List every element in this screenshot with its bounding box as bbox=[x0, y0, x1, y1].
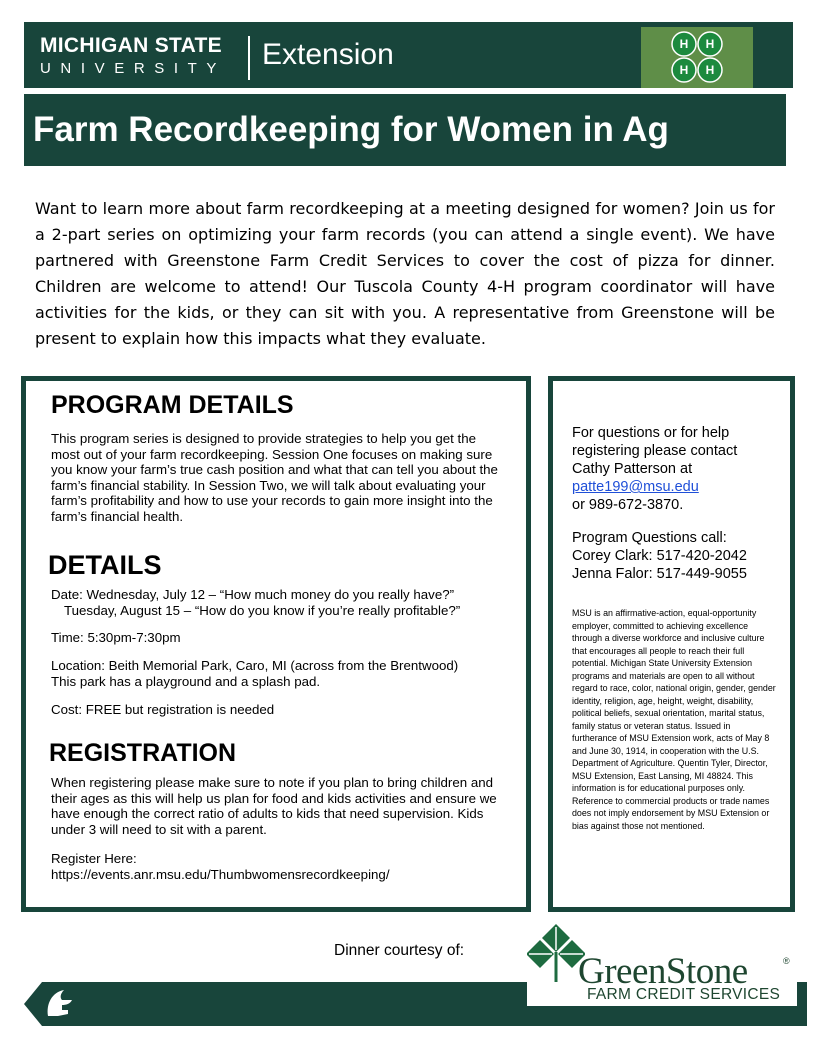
greenstone-leaf-icon bbox=[527, 922, 585, 984]
greenstone-subtitle: FARM CREDIT SERVICES bbox=[587, 986, 781, 1003]
details-date-line2: Tuesday, August 15 – “How do you know if you’re really profitable?” bbox=[64, 603, 461, 618]
register-url-link[interactable]: https://events.anr.msu.edu/Thumbwomensrecordkeeping/ bbox=[51, 867, 390, 882]
program-details-body: This program series is designed to provide strategies to help you get the most out of your farm recordkeeping. Session One focuses on making sure you know your farm’s true cash position and what that can tell you about the farm’s financial stability. In Session Two, we will talk about evaluating your farm’s profitability and how to use your records to gain more insight into the farm’s financial health. bbox=[51, 431, 498, 524]
details-cost: Cost: FREE but registration is needed bbox=[51, 702, 275, 717]
msu-disclaimer: MSU is an affirmative-action, equal-opportunity employer, committed to achieving excellence through a diverse workforce and inclusive culture that encourages all people to reach their full potential. Michigan State University Extension programs and materials are open to all without regard to race, color, national origin, gender, gender identity, religion, age, height, weight, disability, political beliefs, sexual orientation, marital status, family status or veteran status. Issued in furtherance of MSU Extension work, acts of May 8 and June 30, 1914, in cooperation with the U.S. Department of Agriculture. Quentin Tyler, Director, MSU Extension, East Lansing, MI 48824. This information is for educational purposes only. Reference to commercial products or trade names does not imply endorsement by MSU Extension or bias against those not mentioned. bbox=[572, 608, 776, 831]
details-location-note: This park has a playground and a splash pad. bbox=[51, 674, 321, 689]
svg-text:H: H bbox=[705, 63, 715, 77]
svg-text:H: H bbox=[705, 37, 715, 51]
contact-block bbox=[572, 424, 777, 514]
dinner-courtesy-label: Dinner courtesy of: bbox=[334, 942, 465, 959]
contact-email-link[interactable]: patte199@msu.edu bbox=[572, 479, 699, 495]
details-date-line1: Date: Wednesday, July 12 – “How much money do you really have?” bbox=[51, 587, 455, 602]
program-details-heading: PROGRAM DETAILS bbox=[51, 391, 294, 419]
contact-phone: or 989-672-3870. bbox=[572, 497, 684, 513]
registration-heading: REGISTRATION bbox=[49, 739, 237, 767]
extension-label: Extension bbox=[262, 38, 394, 71]
page-title: Farm Recordkeeping for Women in Ag bbox=[33, 110, 669, 149]
program-contact-corey: Corey Clark: 517-420-2042 bbox=[572, 548, 747, 564]
four-h-logo bbox=[641, 27, 753, 88]
greenstone-registered-mark: ® bbox=[783, 956, 790, 966]
msu-logo-line2: UNIVERSITY bbox=[40, 60, 227, 77]
logo-divider bbox=[248, 36, 250, 80]
intro-paragraph: Want to learn more about farm recordkeeping at a meeting designed for women? Join us for a 2-part series on optimizing your farm records (you can attend a single event). We have partnered with Greenstone Farm Credit Services to cover the cost of pizza for dinner. Children are welcome to attend! Our Tuscola County 4-H program coordinator will have activities for the kids, or they can sit with you. A representative from Greenstone will be present to explain how this impacts what they evaluate. bbox=[35, 199, 775, 348]
contact-intro: For questions or for help registering please contact Cathy Patterson at bbox=[572, 425, 738, 477]
svg-text:H: H bbox=[679, 63, 689, 77]
program-contact-jenna: Jenna Falor: 517-449-9055 bbox=[572, 566, 747, 582]
details-time: Time: 5:30pm-7:30pm bbox=[51, 630, 181, 645]
greenstone-name: GreenStone bbox=[578, 951, 748, 992]
register-label: Register Here: bbox=[51, 851, 137, 866]
msu-logo-line1: MICHIGAN STATE bbox=[40, 34, 222, 57]
spartan-helmet-icon bbox=[40, 986, 80, 1022]
svg-text:H: H bbox=[679, 37, 689, 51]
details-location: Location: Beith Memorial Park, Caro, MI (across from the Brentwood) bbox=[51, 658, 459, 673]
four-h-clover-icon bbox=[641, 27, 753, 88]
details-heading: DETAILS bbox=[48, 550, 162, 580]
program-questions-block bbox=[572, 529, 787, 583]
program-questions-label: Program Questions call: bbox=[572, 530, 727, 546]
registration-body: When registering please make sure to note if you plan to bring children and their ages as this will help us plan for food and kids activities and ensure we have enough the correct ratio of adults to kids that need supervision. Kids under 3 will need to sit with a parent. bbox=[51, 775, 497, 837]
